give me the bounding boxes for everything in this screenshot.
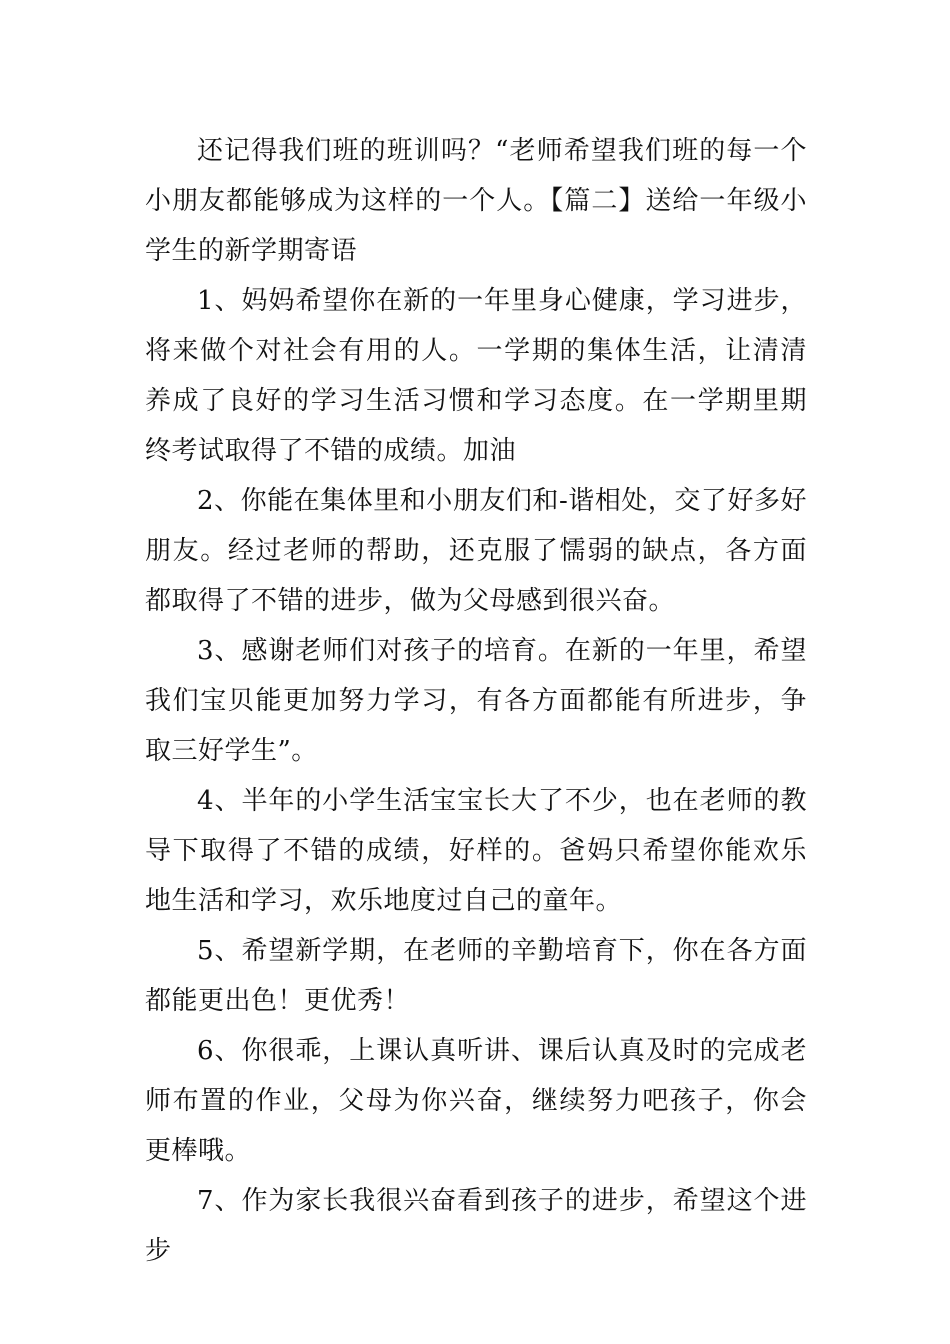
paragraph-item-7: 7、作为家长我很兴奋看到孩子的进步，希望这个进步	[145, 1186, 807, 1266]
paragraph-item-3: 3、感谢老师们对孩子的培育。在新的一年里，希望我们宝贝能更加努力学习，有各方面都能有所进步，争取三好学生”。	[145, 636, 807, 766]
paragraph-item-5: 5、希望新学期，在老师的辛勤培育下，你在各方面都能更出色！更优秀！	[145, 936, 807, 1016]
paragraph-item-4: 4、半年的小学生活宝宝长大了不少，也在老师的教导下取得了不错的成绩，好样的。爸妈只希望你能欢乐地生活和学习，欢乐地度过自己的童年。	[145, 786, 807, 916]
paragraph-item-1: 1、妈妈希望你在新的一年里身心健康，学习进步，将来做个对社会有用的人。一学期的集体生活，让清清养成了良好的学习生活习惯和学习态度。在一学期里期终考试取得了不错的成绩。加油	[145, 286, 807, 466]
paragraph-item-2: 2、你能在集体里和小朋友们和-谐相处，交了好多好朋友。经过老师的帮助，还克服了懦弱的缺点，各方面都取得了不错的进步，做为父母感到很兴奋。	[145, 486, 807, 616]
paragraph-intro: 还记得我们班的班训吗？“老师希望我们班的每一个小朋友都能够成为这样的一个人。【篇二】送给一年级小学生的新学期寄语	[145, 136, 807, 266]
paragraph-item-6: 6、你很乖，上课认真听讲、课后认真及时的完成老师布置的作业，父母为你兴奋，继续努力吧孩子，你会更棒哦。	[145, 1036, 807, 1166]
document-body	[145, 126, 807, 1276]
